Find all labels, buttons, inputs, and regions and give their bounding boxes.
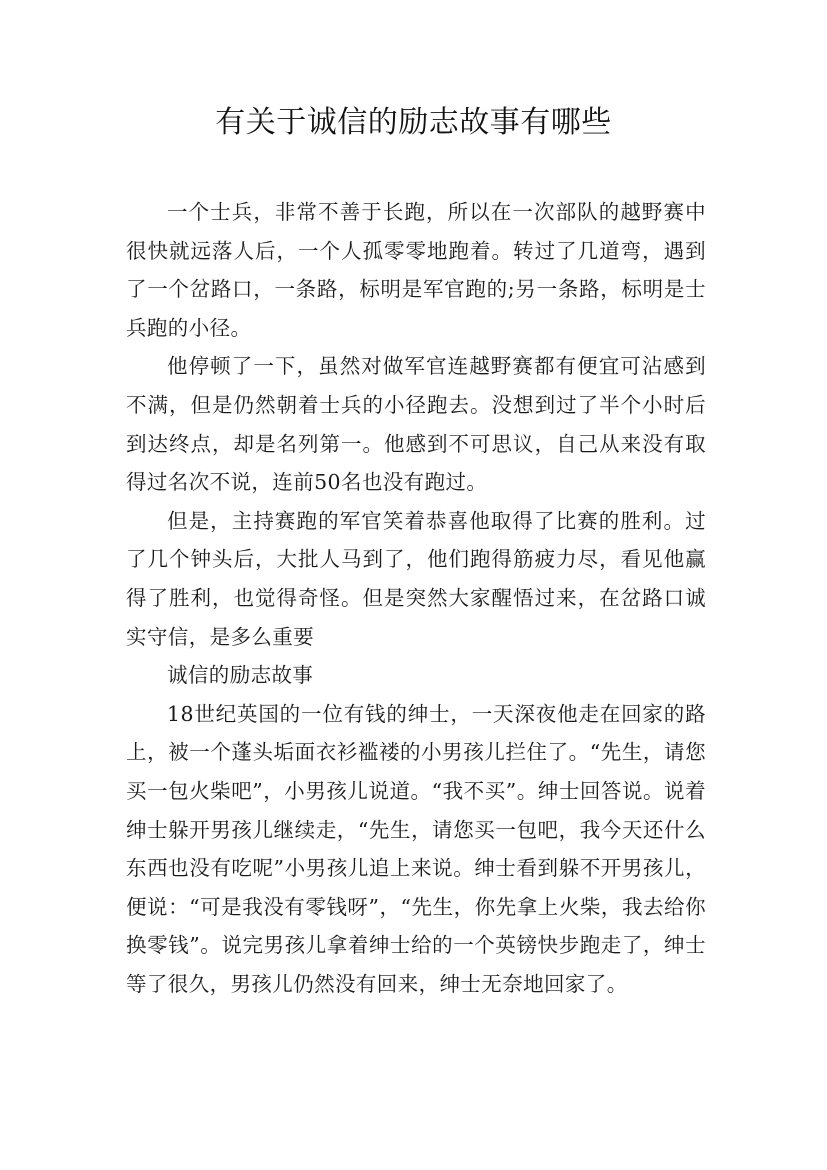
document-body — [126, 193, 706, 1003]
paragraph: 但是，主持赛跑的军官笑着恭喜他取得了比赛的胜利。过了几个钟头后，大批人马到了，他们跑得筋疲力尽，看见他赢得了胜利，也觉得奇怪。但是突然大家醒悟过来，在岔路口诚实守信，是多么重要 — [126, 508, 706, 649]
section-heading: 诚信的励志故事 — [167, 663, 314, 688]
paragraph: 他停顿了一下，虽然对做军官连越野赛都有便宜可沾感到不满，但是仍然朝着士兵的小径跑去。没想到过了半个小时后到达终点，却是名列第一。他感到不可思议，自己从来没有取得过名次不说，连前50名也没有跑过。 — [126, 354, 706, 495]
paragraph: 一个士兵，非常不善于长跑，所以在一次部队的越野赛中很快就远落人后，一个人孤零零地跑着。转过了几道弯，遇到了一个岔路口，一条路，标明是军官跑的;另一条路，标明是士兵跑的小径。 — [126, 200, 706, 340]
paragraph: 18世纪英国的一位有钱的绅士，一天深夜他走在回家的路上，被一个蓬头垢面衣衫褴褛的小男孩儿拦住了。“先生，请您买一包火柴吧”，小男孩儿说道。“我不买”。绅士回答说。说着绅士躲开男孩儿继续走，“先生，请您买一包吧，我今天还什么东西也没有吃呢”小男孩儿追上来说。绅士看到躲不开男孩儿，便说：“可是我没有零钱呀”，“先生，你先拿上火柴，我去给你换零钱”。说完男孩儿拿着绅士给的一个英镑快步跑走了，绅士等了很久，男孩儿仍然没有回来，绅士无奈地回家了。 — [126, 701, 706, 996]
page-title: 有关于诚信的励志故事有哪些 — [215, 105, 612, 140]
